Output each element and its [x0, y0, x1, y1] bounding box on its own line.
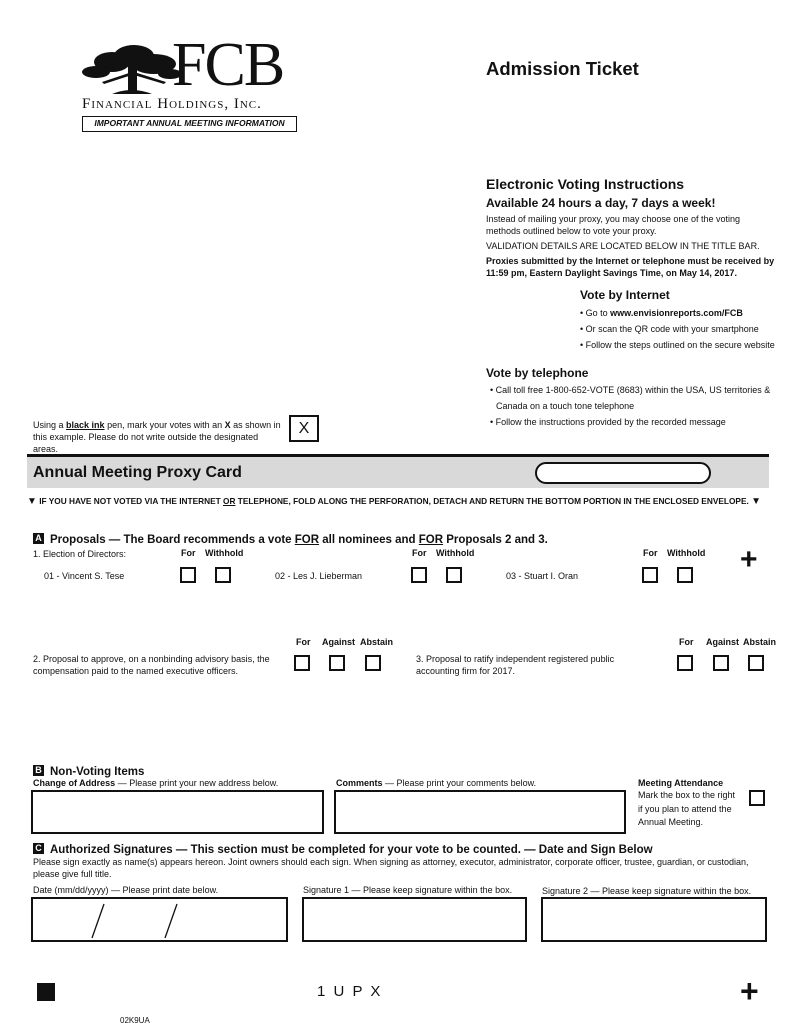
nominee-1: 01 - Vincent S. Tese: [44, 571, 125, 581]
voting-intro: Instead of mailing your proxy, you may choose one of the voting methods outlined below to vote your proxy.: [486, 214, 740, 236]
section-b-header: B Non-Voting Items: [33, 762, 144, 780]
nominee-2-withhold-checkbox[interactable]: [446, 567, 462, 583]
signature-2-label: Signature 2 — Please keep signature within the box.: [542, 886, 752, 896]
phone-title: Vote by telephone: [486, 366, 589, 380]
attendance-text: Mark the box to the right if you plan to attend the Annual Meeting.: [638, 790, 736, 827]
col-against: Against: [706, 637, 740, 647]
internet-steps: • Follow the steps outlined on the secure website: [580, 340, 775, 350]
registration-plus: +: [740, 543, 758, 576]
date-slash-icon: [164, 903, 178, 939]
registration-square: [37, 983, 55, 1001]
logo-company: Financial Holdings, Inc.: [82, 96, 262, 112]
nominee-1-for-checkbox[interactable]: [180, 567, 196, 583]
fold-instruction: ▼ IF YOU HAVE NOT VOTED VIA THE INTERNET OR TELEPHONE, FOLD ALONG THE PERFORATION, DETACH AND RETURN THE BOTTOM PORTION IN THE ENCLOSED ENVELOPE. ▼: [27, 496, 762, 507]
col-against: Against: [322, 637, 356, 647]
nominee-3-for-checkbox[interactable]: [642, 567, 658, 583]
validation-note: VALIDATION DETAILS ARE LOCATED BELOW IN THE TITLE BAR.: [486, 241, 760, 251]
comments-label: Comments — Please print your comments below.: [336, 778, 537, 788]
registration-plus-bottom: +: [740, 973, 759, 1009]
section-a-header: A Proposals — The Board recommends a vote FOR all nominees and FOR Proposals 2 and 3.: [33, 530, 548, 548]
admission-title: Admission Ticket: [486, 58, 639, 79]
address-input[interactable]: [31, 790, 324, 834]
nominee-3: 03 - Stuart I. Oran: [506, 571, 579, 581]
proposal-3-for-checkbox[interactable]: [677, 655, 693, 671]
phone-call-2: Canada on a touch tone telephone: [496, 401, 635, 411]
signature-2-input[interactable]: [541, 897, 767, 942]
company-logo: [82, 31, 297, 115]
nominee-3-withhold-checkbox[interactable]: [677, 567, 693, 583]
attendance-label: Meeting Attendance: [638, 778, 724, 788]
col-withhold: Withhold: [436, 548, 475, 558]
proxy-card-title: Annual Meeting Proxy Card: [33, 464, 242, 481]
marking-instructions: Using a black ink pen, mark your votes with an X as shown in this example. Please do not write outside the designated areas.: [33, 420, 281, 454]
date-slash-icon: [91, 903, 105, 939]
proposal-2-for-checkbox[interactable]: [294, 655, 310, 671]
signature-instructions: Please sign exactly as name(s) appears hereon. Joint owners should each sign. When signing as attorney, executor, administrator, corporate officer, trustee, guardian, or custodian, please give full title.: [33, 857, 749, 879]
attendance-checkbox[interactable]: [749, 790, 765, 806]
election-label: 1. Election of Directors:: [33, 549, 127, 559]
form-code: 1 U P X: [317, 983, 383, 1000]
example-mark-box: X: [289, 415, 319, 442]
section-c-header: C Authorized Signatures — This section must be completed for your vote to be counted. — Date and Sign Below: [33, 840, 653, 858]
down-triangle-icon: ▼: [27, 496, 37, 507]
proposal-2-against-checkbox[interactable]: [329, 655, 345, 671]
down-triangle-icon: ▼: [751, 496, 762, 507]
internet-go: • Go to: [580, 308, 611, 318]
col-for: For: [679, 637, 694, 647]
phone-call: • Call toll free 1-800-652-VOTE (8683) within the USA, US territories &: [490, 385, 771, 395]
col-for: For: [296, 637, 311, 647]
deadline-note: Proxies submitted by the Internet or telephone must be received by 11:59 pm, Eastern Daylight Savings Time, on May 14, 2017.: [486, 256, 775, 278]
col-for: For: [181, 548, 196, 558]
nominee-2: 02 - Les J. Lieberman: [275, 571, 363, 581]
col-withhold: Withhold: [205, 548, 244, 558]
col-for: For: [412, 548, 427, 558]
proposal-2: 2. Proposal to approve, on a nonbinding advisory basis, the compensation paid to the named executive officers.: [33, 654, 270, 676]
col-abstain: Abstain: [360, 637, 394, 647]
important-info-tag: IMPORTANT ANNUAL MEETING INFORMATION: [82, 116, 297, 132]
voting-title: Electronic Voting Instructions: [486, 176, 685, 192]
phone-follow: • Follow the instructions provided by the recorded message: [490, 417, 726, 427]
form-id: 02K9UA: [120, 1016, 150, 1025]
col-withhold: Withhold: [667, 548, 706, 558]
col-for: For: [643, 548, 658, 558]
address-label: Change of Address — Please print your new address below.: [33, 778, 279, 788]
internet-title: Vote by Internet: [580, 288, 670, 302]
col-abstain: Abstain: [743, 637, 777, 647]
comments-input[interactable]: [334, 790, 626, 834]
internet-url[interactable]: www.envisionreports.com/FCB: [610, 308, 743, 318]
validation-box: [535, 462, 711, 484]
logo-letters: FCB: [172, 31, 284, 99]
proposal-2-abstain-checkbox[interactable]: [365, 655, 381, 671]
signature-1-label: Signature 1 — Please keep signature within the box.: [303, 885, 513, 895]
tree-icon: [82, 42, 182, 100]
proxy-title-bar: [27, 454, 769, 488]
voting-subtitle: Available 24 hours a day, 7 days a week!: [486, 196, 716, 210]
nominee-1-withhold-checkbox[interactable]: [215, 567, 231, 583]
signature-1-input[interactable]: [302, 897, 527, 942]
date-input[interactable]: [31, 897, 288, 942]
proposal-3-against-checkbox[interactable]: [713, 655, 729, 671]
internet-qr: • Or scan the QR code with your smartphone: [580, 324, 759, 334]
nominee-2-for-checkbox[interactable]: [411, 567, 427, 583]
date-label: Date (mm/dd/yyyy) — Please print date below.: [33, 885, 219, 895]
proposal-3: 3. Proposal to ratify independent registered public accounting firm for 2017.: [416, 654, 615, 676]
proposal-3-abstain-checkbox[interactable]: [748, 655, 764, 671]
